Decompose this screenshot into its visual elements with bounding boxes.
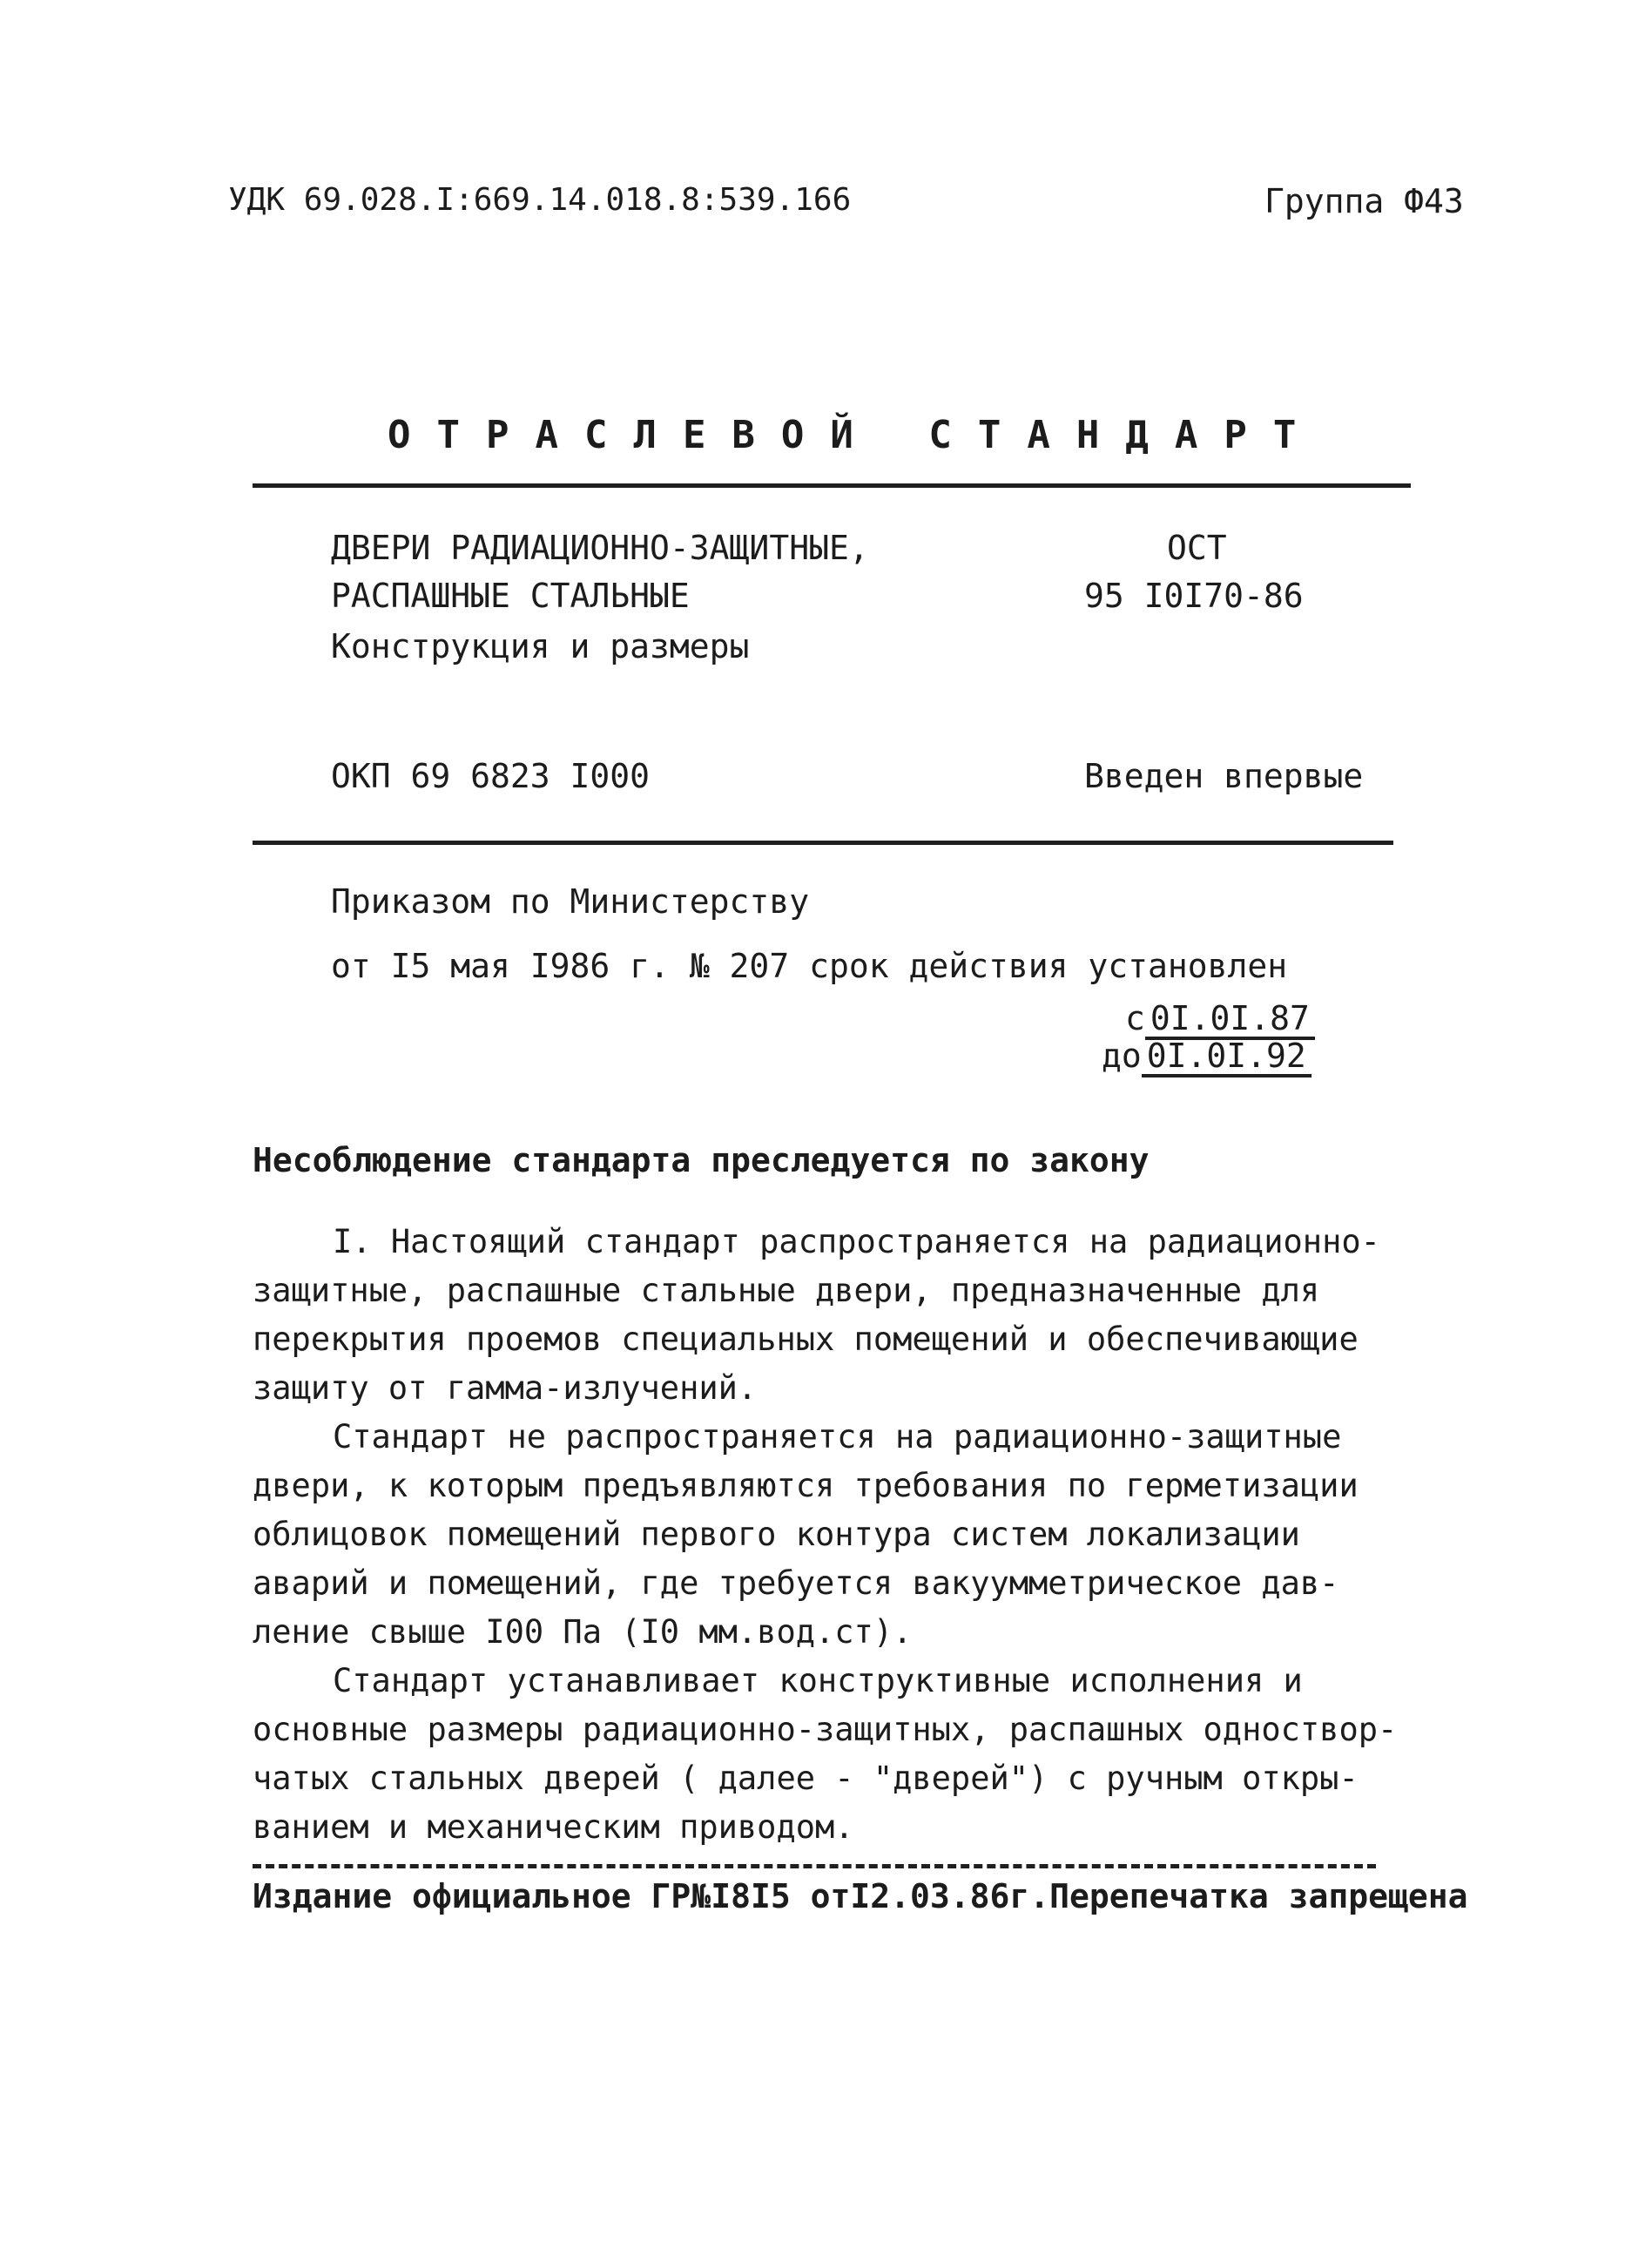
title-line-3: Конструкция и размеры <box>331 627 750 665</box>
body-line: аварий и помещений, где требуется вакуумметрическое дав- <box>253 1564 1339 1602</box>
body-line: чатых стальных дверей ( далее - "дверей") с ручным откры- <box>253 1760 1359 1797</box>
body-line: ванием и механическим приводом. <box>253 1808 854 1846</box>
body-line: Стандарт не распространяется на радиационно-защитные <box>333 1418 1342 1456</box>
body-line: основные размеры радиационно-защитных, распашных однoствор- <box>253 1711 1398 1748</box>
legal-warning: Несоблюдение стандарта преследуется по закону <box>253 1141 1150 1179</box>
body-line: защитные, распашные стальные двери, предназначенные для <box>253 1272 1320 1309</box>
ost-label: ОСТ <box>1167 529 1227 567</box>
top-rule <box>253 483 1411 488</box>
validity-to-prefix: до <box>1102 1037 1142 1075</box>
edition-note: Издание официальное ГР№I8I5 отI2.03.86г.Перепечатка запрещена <box>253 1877 1468 1915</box>
body-line: I. Настоящий стандарт распространяется на радиационно- <box>333 1223 1380 1260</box>
validity-from-prefix: с <box>1125 999 1145 1037</box>
middle-rule <box>253 841 1393 845</box>
title-line-1: ДВЕРИ РАДИАЦИОННО-ЗАЩИТНЫЕ, <box>331 529 869 567</box>
body-paragraphs <box>253 1218 1428 1852</box>
validity-to <box>1102 1039 1311 1077</box>
validity-from <box>1125 999 1315 1040</box>
okp-code: ОКП 69 6823 I000 <box>331 757 651 795</box>
body-line: защиту от гамма-излучений. <box>253 1369 758 1407</box>
validity-from-date: 0I.0I.87 <box>1145 1002 1315 1040</box>
introduced-note: Введен впервые <box>1084 757 1364 795</box>
body-line: ление свыше I00 Па (I0 мм.вод.ст). <box>253 1613 913 1651</box>
ost-number: 95 I0I70-86 <box>1084 577 1304 615</box>
body-line: облицовок помещений первого контура систем локализации <box>253 1516 1300 1553</box>
body-line: двери, к которым предъявляются требования по герметизации <box>253 1467 1359 1504</box>
udc-code: УДК 69.028.I:669.14.018.8:539.166 <box>228 182 852 218</box>
title-line-2: РАСПАШНЫЕ СТАЛЬНЫЕ <box>331 577 690 615</box>
group-code: Группа Ф43 <box>1264 182 1464 220</box>
body-line: перекрытия проемов специальных помещений и обеспечивающие <box>253 1321 1359 1358</box>
validity-to-date: 0I.0I.92 <box>1142 1039 1311 1077</box>
footer-rule <box>253 1864 1376 1868</box>
branch-standard-heading: ОТРАСЛЕВОЙ СТАНДАРТ <box>388 413 1323 457</box>
order-line-1: Приказом по Министерству <box>331 882 810 921</box>
order-line-2: от I5 мая I986 г. № 207 срок действия установлен <box>331 947 1288 985</box>
body-line: Стандарт устанавливает конструктивные исполнения и <box>333 1662 1303 1699</box>
